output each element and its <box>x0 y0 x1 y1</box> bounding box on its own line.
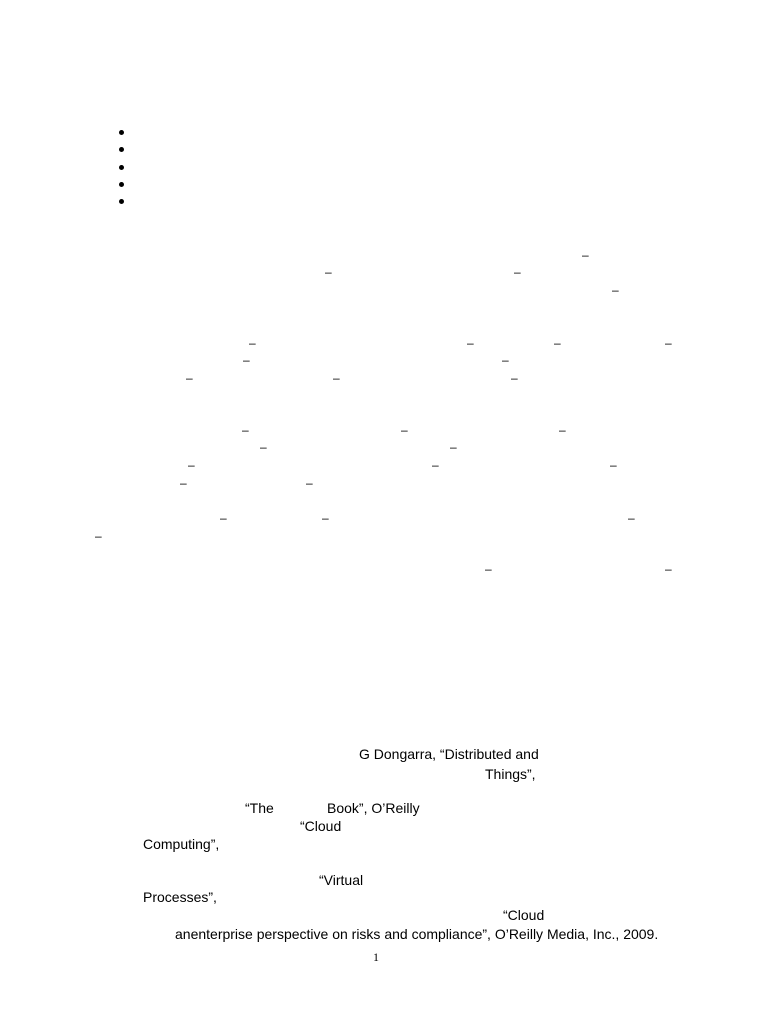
dash-glyph: – <box>243 353 250 367</box>
reference-3-line-1: “Cloud <box>300 818 342 834</box>
reference-2-fragment-1: “The <box>245 800 274 816</box>
dash-glyph: – <box>180 476 187 490</box>
dash-glyph: – <box>511 371 518 385</box>
reference-3-line-2: Computing”, <box>143 836 220 852</box>
dash-glyph: – <box>401 423 408 437</box>
reference-1-line-2: Things”, <box>485 766 536 782</box>
dash-glyph: – <box>186 371 193 385</box>
bullet-dot <box>119 182 124 187</box>
dash-glyph: – <box>432 458 439 472</box>
dash-glyph: – <box>249 336 256 350</box>
dash-glyph: – <box>467 336 474 350</box>
bullet-dot <box>119 147 124 152</box>
dash-glyph: – <box>554 336 561 350</box>
page-number: 1 <box>373 950 379 964</box>
dash-glyph: – <box>95 529 102 543</box>
dash-glyph: – <box>325 265 332 279</box>
dash-glyph: – <box>610 458 617 472</box>
dash-glyph: – <box>220 511 227 525</box>
dash-glyph: – <box>559 423 566 437</box>
reference-2-fragment-2: Book”, O’Reilly <box>327 800 420 816</box>
dash-glyph: – <box>260 440 267 454</box>
dash-glyph: – <box>322 511 329 525</box>
bullet-dot <box>119 199 124 204</box>
reference-1-line-1: G Dongarra, “Distributed and <box>359 746 539 762</box>
reference-4-line-2: Processes”, <box>143 889 217 905</box>
bullet-dot <box>119 165 124 170</box>
dash-glyph: – <box>188 458 195 472</box>
dash-glyph: – <box>628 511 635 525</box>
dash-glyph: – <box>485 562 492 576</box>
dash-glyph: – <box>333 371 340 385</box>
dash-glyph: – <box>582 248 589 262</box>
reference-4-line-1: “Virtual <box>319 872 364 888</box>
dash-glyph: – <box>665 562 672 576</box>
bullet-dot <box>119 130 124 135</box>
dash-glyph: – <box>306 476 313 490</box>
dash-glyph: – <box>502 353 509 367</box>
reference-5-line-2: anenterprise perspective on risks and compliance”, O’Reilly Media, Inc., 2009. <box>175 926 659 942</box>
dash-glyph: – <box>665 336 672 350</box>
dash-glyph: – <box>612 283 619 297</box>
dash-glyph: – <box>242 423 249 437</box>
dash-glyph: – <box>450 440 457 454</box>
dash-glyph: – <box>514 265 521 279</box>
reference-5-line-1: “Cloud <box>503 907 545 923</box>
